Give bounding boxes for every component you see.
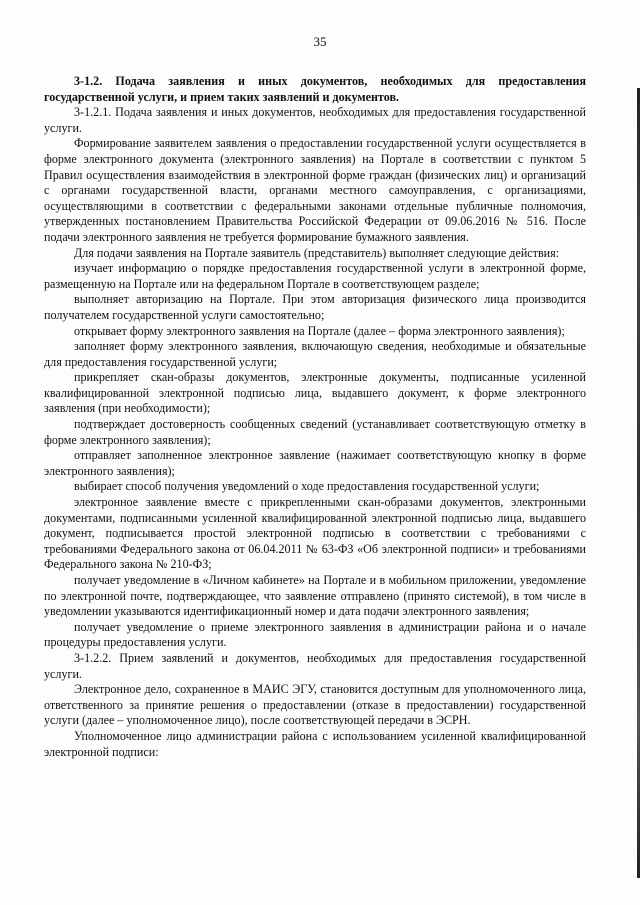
- paragraph: получает уведомление в «Личном кабинете» на Портале и в мобильном приложении, уведомление по электронной почте, подтверждающее, что заявление отправлено (принято системой), в том числе в уведомлении указываются идентификационный номер и дата подачи электронного заявления;: [44, 573, 586, 619]
- paragraph: 3-1.2.2. Прием заявлений и документов, необходимых для предоставления государственной услуги.: [44, 650, 586, 681]
- page-number: 35: [313, 34, 327, 49]
- paragraph: 3-1.2.1. Подача заявления и иных документов, необходимых для предоставления государственной услуги.: [44, 105, 586, 135]
- paragraph: Электронное дело, сохраненное в МАИС ЭГУ, становится доступным для уполномоченного лица, ответственного за принятие решения о предоставлении (отказе в предоставлении) государственной услуги (далее – уполномоченное лицо), после соответствующей передачи в ЭСРН.: [44, 682, 586, 728]
- paragraph: выбирает способ получения уведомлений о ходе предоставления государственной услуги;: [74, 479, 540, 494]
- paragraph: Для подачи заявления на Портале заявитель (представитель) выполняет следующие действия:: [74, 245, 560, 260]
- paragraph: Уполномоченное лицо администрации района с использованием усиленной квалифицированной электронной подписи:: [44, 728, 586, 759]
- paragraph: заполняет форму электронного заявления, включающую сведения, необходимые и обязательные для предоставления государственной услуги;: [44, 339, 586, 369]
- paragraph: Формирование заявителем заявления о предоставлении государственной услуги осуществляется в форме электронного документа (электронного заявления) на Портале в соответствии с пунктом 5 Правил осуществления взаимодействия в электронной форме граждан (физических лиц) и организаций с органами государственной власти, органами местного самоуправления, с организациями, осуществляющими в соответствии с федеральными законами отдельные публичные полномочия, утвержденных постановлением Правительства Российской Федерации от 09.06.2016 № 516. После подачи электронного заявления не требуется формирование бумажного заявления.: [44, 136, 586, 244]
- paragraph: получает уведомление о приеме электронного заявления в администрации района и о начале процедуры предоставления услуги.: [44, 619, 586, 650]
- paragraph: открывает форму электронного заявления на Портале (далее – форма электронного заявления);: [74, 323, 565, 338]
- section-heading: 3-1.2. Подача заявления и иных документов, необходимых для предоставления государственной услуги, и прием таких заявлений и документов.: [44, 74, 586, 104]
- paragraph: электронное заявление вместе с прикрепленными скан-образами документов, электронными документами, подписанными усиленной квалифицированной электронной подписью лица, выдавшего документ, подписывается простой электронной подписью в соответствии с требованиями с требованиями Федерального закона от 06.04.2011 № 63-ФЗ «Об электронной подписи» и требованиями Федерального закона № 210-ФЗ;: [44, 495, 586, 572]
- paragraph: изучает информацию о порядке предоставления государственной услуги в электронной форме, размещенную на Портале или на федеральном Портале в соответствующем разделе;: [44, 261, 586, 291]
- paragraph: отправляет заполненное электронное заявление (нажимает соответствующую кнопку в форме электронного заявления);: [44, 448, 586, 478]
- document-body: [44, 74, 586, 760]
- paragraph: выполняет авторизацию на Портале. При этом авторизация физического лица производится получателем государственной услуги самостоятельно;: [44, 292, 586, 322]
- paragraph: прикрепляет скан-образы документов, электронные документы, подписанные усиленной квалифицированной электронной подписью лица, выдавшего документ, к форме электронного заявления (при необходимости);: [44, 370, 586, 416]
- paragraph: подтверждает достоверность сообщенных сведений (устанавливает соответствующую отметку в форме электронного заявления);: [44, 417, 586, 447]
